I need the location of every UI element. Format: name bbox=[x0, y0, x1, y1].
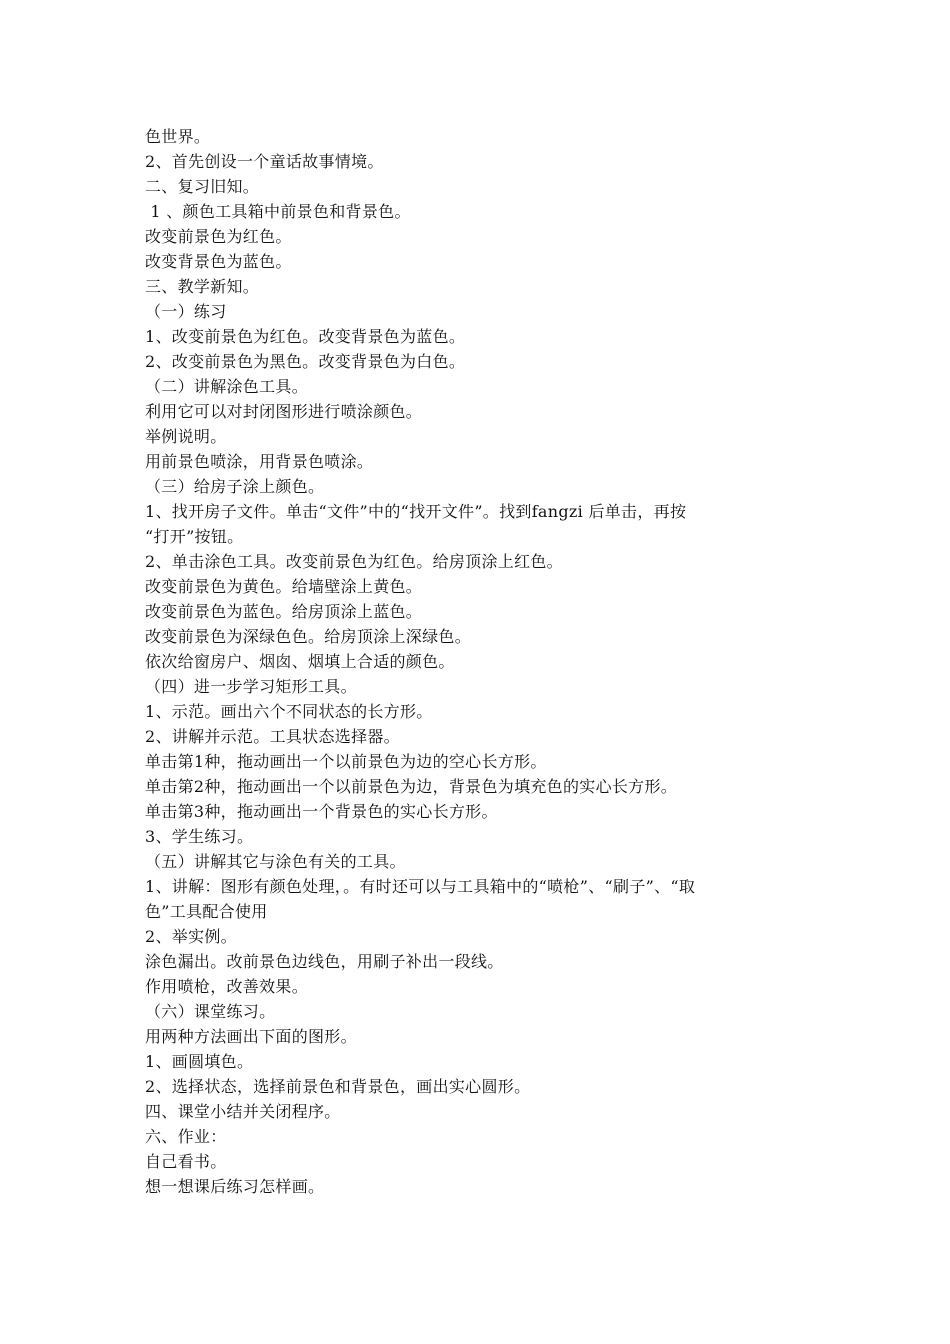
text-line: 1、找开房子文件。单击“文件”中的“找开文件”。找到fangzi 后单击，再按 bbox=[145, 502, 687, 521]
text-line: （四）进一步学习矩形工具。 bbox=[145, 677, 357, 696]
text-line: 1 、颜色工具箱中前景色和背景色。 bbox=[145, 202, 411, 221]
text-line: 色”工具配合使用 bbox=[145, 902, 268, 921]
text-line: 举例说明。 bbox=[145, 427, 227, 446]
text-line: 涂色漏出。改前景色边线色，用刷子补出一段线。 bbox=[145, 952, 504, 971]
text-line: 单击第1种，拖动画出一个以前景色为边的空心长方形。 bbox=[145, 752, 547, 771]
text-line: 用两种方法画出下面的图形。 bbox=[145, 1027, 357, 1046]
document-body bbox=[145, 124, 817, 1199]
text-line: 2、讲解并示范。工具状态选择器。 bbox=[145, 727, 400, 746]
text-line: 二、复习旧知。 bbox=[145, 177, 260, 196]
text-line: 2、单击涂色工具。改变前景色为红色。给房顶涂上红色。 bbox=[145, 552, 563, 571]
text-line: 改变背景色为蓝色。 bbox=[145, 252, 292, 271]
text-line: 改变前景色为蓝色。给房顶涂上蓝色。 bbox=[145, 602, 423, 621]
text-line: 改变前景色为黄色。给墙壁涂上黄色。 bbox=[145, 577, 423, 596]
text-line: （六）课堂练习。 bbox=[145, 1002, 276, 1021]
text-line: 单击第2种，拖动画出一个以前景色为边，背景色为填充色的实心长方形。 bbox=[145, 777, 678, 796]
text-line: 作用喷枪，改善效果。 bbox=[145, 977, 309, 996]
text-line: 自己看书。 bbox=[145, 1152, 227, 1171]
text-line: 用前景色喷涂，用背景色喷涂。 bbox=[145, 452, 374, 471]
text-line: 2、选择状态，选择前景色和背景色，画出实心圆形。 bbox=[145, 1077, 531, 1096]
text-line: （三）给房子涂上颜色。 bbox=[145, 477, 325, 496]
text-line: 2、改变前景色为黑色。改变背景色为白色。 bbox=[145, 352, 466, 371]
text-line: （五）讲解其它与涂色有关的工具。 bbox=[145, 852, 406, 871]
text-line: 3、学生练习。 bbox=[145, 827, 254, 846]
text-line: （二）讲解涂色工具。 bbox=[145, 377, 309, 396]
text-line: 单击第3种，拖动画出一个背景色的实心长方形。 bbox=[145, 802, 498, 821]
text-line: 2、举实例。 bbox=[145, 927, 237, 946]
text-line: 依次给窗房户、烟囱、烟填上合适的颜色。 bbox=[145, 652, 455, 671]
text-line: 2、首先创设一个童话故事情境。 bbox=[145, 152, 384, 171]
text-line: 三、教学新知。 bbox=[145, 277, 260, 296]
text-line: 想一想课后练习怎样画。 bbox=[145, 1177, 325, 1196]
text-line: 1、改变前景色为红色。改变背景色为蓝色。 bbox=[145, 327, 466, 346]
text-line: 改变前景色为红色。 bbox=[145, 227, 292, 246]
text-line: 1、讲解：图形有颜色处理，。有时还可以与工具箱中的“喷枪”、“刷子”、“取 bbox=[145, 877, 696, 896]
text-line: 色世界。 bbox=[145, 127, 211, 146]
text-line: （一）练习 bbox=[145, 302, 227, 321]
text-line: 1、示范。画出六个不同状态的长方形。 bbox=[145, 702, 433, 721]
text-line: 利用它可以对封闭图形进行喷涂颜色。 bbox=[145, 402, 423, 421]
text-line: 四、课堂小结并关闭程序。 bbox=[145, 1102, 341, 1121]
text-line: 改变前景色为深绿色色。给房顶涂上深绿色。 bbox=[145, 627, 472, 646]
text-line: 六、作业： bbox=[145, 1127, 227, 1146]
text-line: 1、画圆填色。 bbox=[145, 1052, 254, 1071]
text-line: “打开”按钮。 bbox=[145, 527, 244, 546]
